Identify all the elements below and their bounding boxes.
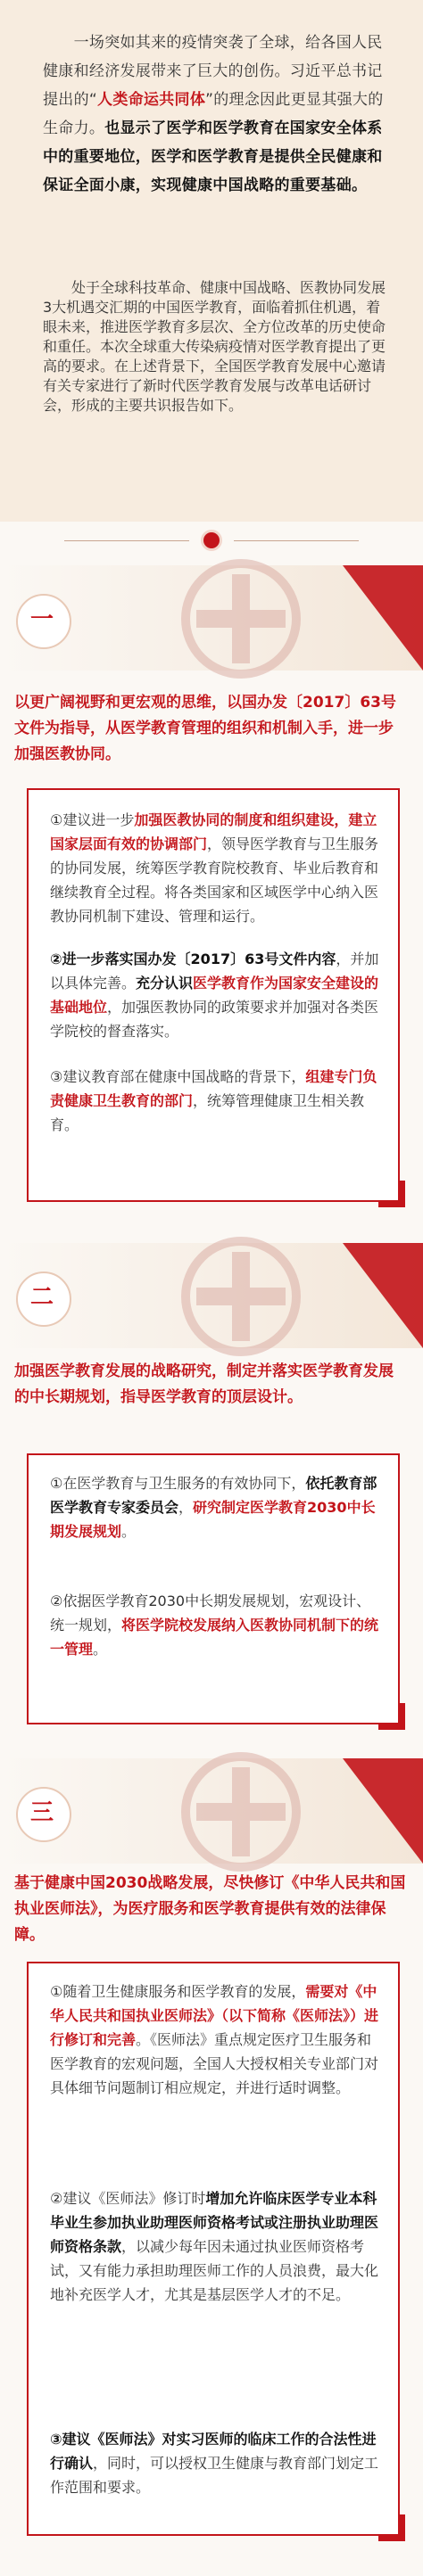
divider-line-right [234, 540, 359, 541]
section-3-heading: 基于健康中国2030战略发展，尽快修订《中华人民共和国执业医师法》，为医疗服务和医学教育提供有效的法律保障。 [14, 1874, 406, 1944]
section-1-box [27, 788, 400, 1202]
emphasis-text: 将医学院校发展纳入医教协同机制下的统一管理 [50, 1617, 379, 1658]
intro-paragraph-1 [43, 29, 387, 200]
body-text: ②建议《医师法》修订时 [50, 2190, 206, 2207]
section-2-banner [0, 1243, 423, 1348]
emphasis-text: 也显示了医学和医学教育在国家安全体系中的重要地位，医学和医学教育是提供全民健康和保证全面小康，实现健康中国战略的重要基础。 [43, 119, 383, 194]
section-1-item-2 [50, 947, 380, 1043]
section-3-item-3 [50, 2427, 380, 2499]
banner-corner [343, 565, 423, 671]
section-3-item-2 [50, 2186, 380, 2307]
emphasis-text: 增加允许临床医学专业本科毕业生参加执业助理医师资格考试或注册执业助理医师资格条款 [50, 2190, 379, 2255]
body-text: ，加强医教协同的政策要求并加强对各类医学院校的督查落实。 [50, 999, 379, 1040]
banner-corner [343, 1758, 423, 1864]
divider-dot-icon [203, 532, 220, 548]
section-2-box [27, 1453, 400, 1724]
divider-line-left [64, 540, 189, 541]
body-text: 。《医师法》重点规定医疗卫生服务和医学教育的宏观问题，全国人大授权相关专业部门对具体细节问题制订相应规定，并进行适时调整。 [50, 2031, 379, 2096]
emphasis-text: 加强医教协同的制度和组织建设，建立国家层面有效的协调部门 [50, 811, 377, 852]
emphasis-text: 依托教育部医学教育专家委员会 [50, 1475, 377, 1516]
body-text: 。 [93, 1641, 108, 1658]
section-3-box [27, 1962, 400, 2536]
body-text: ②依据医学教育2030中长期发展规划，宏观设计、统一规划， [50, 1593, 371, 1634]
box-corner [378, 1703, 405, 1730]
section-1-banner [0, 565, 423, 671]
body-text: ”的理念因此更显其强大的生命力。 [43, 91, 384, 137]
body-text: ③建议教育部在健康中国战略的背景下， [50, 1068, 306, 1085]
body-text: ，统筹管理健康卫生相关教育。 [50, 1092, 365, 1133]
body-text: ①建议进一步 [50, 811, 135, 828]
intro-panel [0, 0, 423, 522]
section-1-item-1 [50, 808, 380, 928]
section-3-banner [0, 1758, 423, 1864]
body-text: ，并加以具体完善。 [50, 951, 379, 992]
red-cross-emblem-icon [161, 1749, 321, 1874]
section-2-item-2 [50, 1589, 380, 1661]
section-2-item-1 [50, 1471, 380, 1543]
red-cross-emblem-icon [161, 556, 321, 681]
red-cross-emblem-icon [161, 1234, 321, 1359]
emphasis-text: ③建议《医师法》对实习医师的临床工作的合法性进行确认 [50, 2431, 377, 2472]
emphasis-text: 研究制定医学教育2030中长期发展规划 [50, 1499, 376, 1540]
emphasis-text: 组建专门负责健康卫生教育的部门 [50, 1068, 377, 1109]
emphasis-text: 充分认识 [136, 975, 194, 992]
emphasis-text: 需要对《中华人民共和国执业医师法》（以下简称《医师法》）进行修订和完善 [50, 1983, 379, 2048]
section-1-heading: 以更广阔视野和更宏观的思维，以国办发〔2017〕63号文件为指导，从医学教育管理的组织和机制入手，进一步加强医教协同。 [14, 694, 396, 763]
body-text: 一场突如其来的疫情突袭了全球，给各国人民健康和经济发展带来了巨大的创伤。习近平总书记提出的“ [43, 34, 383, 109]
body-text: ①随着卫生健康服务和医学教育的发展， [50, 1983, 306, 2000]
banner-corner [343, 1243, 423, 1348]
intro-paragraph-2: 处于全球科技革命、健康中国战略、医教协同发展3大机遇交汇期的中国医学教育，面临着抓住机遇，着眼未来，推进医学教育多层次、全方位改革的历史使命和重任。本次全球重大传染病疫情对医学教育提出了更高的要求。在上述背景下，全国医学教育发展中心邀请有关专家进行了新时代医学教育发展与改革电话研讨会，形成的主要共识报告如下。 [43, 279, 386, 414]
body-text: 。 [121, 1523, 137, 1540]
section-1-item-3 [50, 1065, 380, 1137]
emphasis-text: 医学教育作为国家安全建设的基础地位 [50, 975, 379, 1016]
section-numeral: 三 [29, 1799, 54, 1826]
box-corner [378, 1181, 405, 1207]
section-numeral: 二 [29, 1284, 54, 1311]
body-text: ，以减少每年因未通过执业医师资格考试，又有能力承担助理医师工作的人员浪费，最大化地补充医学人才，尤其是基层医学人才的不足。 [50, 2238, 379, 2303]
section-2-heading: 加强医学教育发展的战略研究，制定并落实医学教育发展的中长期规划，指导医学教育的顶层设计。 [14, 1362, 394, 1406]
emphasis-text: ②进一步落实国办发〔2017〕63号文件内容 [50, 951, 336, 967]
section-3-item-1 [50, 1979, 380, 2100]
body-text: ，领导医学教育与卫生服务的协同发展，统筹医学教育院校教育、毕业后教育和继续教育全过程。将各类国家和区域医学中心纳入医教协同机制下建设、管理和运行。 [50, 835, 379, 925]
box-corner [378, 2514, 405, 2541]
body-text: ①在医学教育与卫生服务的有效协同下， [50, 1475, 306, 1492]
section-divider [64, 528, 359, 555]
body-text: ，同时，可以授权卫生健康与教育部门划定工作范围和要求。 [50, 2455, 379, 2496]
section-numeral: 一 [29, 606, 54, 633]
emphasis-text: 人类命运共同体 [97, 91, 206, 109]
body-text: ， [178, 1499, 194, 1516]
